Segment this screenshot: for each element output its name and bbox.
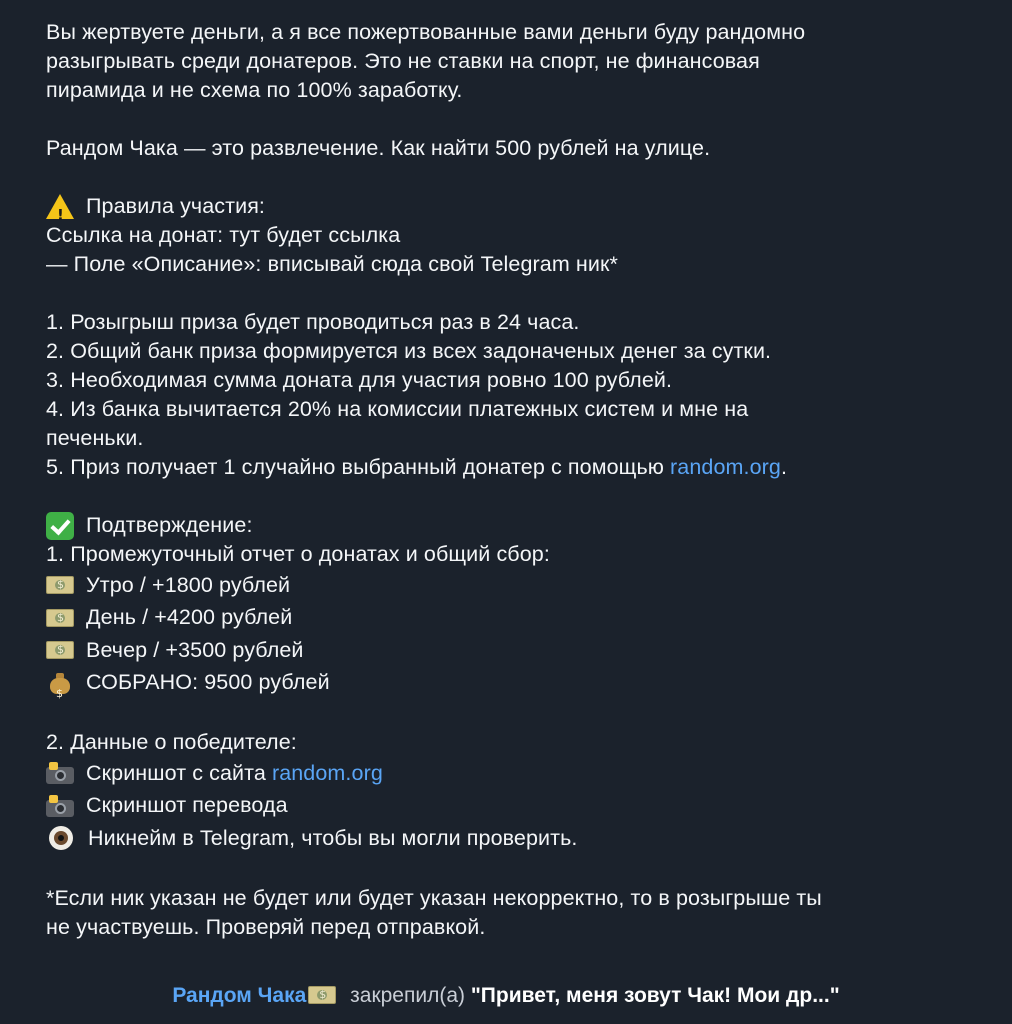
intro-line-3: пирамида и не схема по 100% заработку. <box>46 78 463 102</box>
random-org-link[interactable]: random.org <box>670 455 781 479</box>
report-item-morning <box>46 569 986 602</box>
banknote-icon <box>308 986 336 1004</box>
pinned-action: закрепил(а) <box>344 984 471 1007</box>
rule-item-1: 1. Розыгрыш приза будет проводиться раз в 24 часа. <box>46 310 580 334</box>
tagline: Рандом Чака — это развлечение. Как найти 500 рублей на улице. <box>46 136 711 160</box>
report-item-evening <box>46 634 986 667</box>
intro-line-2: разыгрывать среди донатеров. Это не ставки на спорт, не финансовая <box>46 49 760 73</box>
rule-item-5-suffix: . <box>781 455 788 479</box>
footnote-line-2: не участвуешь. Проверяй перед отправкой. <box>46 914 486 939</box>
winner-item-nickname <box>46 822 986 855</box>
footnote-line-1: *Если ник указан не будет или будет указан некорректно, то в розыгрыше ты <box>46 885 822 910</box>
report-item-day <box>46 602 986 635</box>
confirmation-heading-row <box>46 511 986 540</box>
rule-item-4: 4. Из банка вычитается 20% на комиссии платежных систем и мне на <box>46 397 749 421</box>
rule-item-4-cont: печеньки. <box>46 426 144 450</box>
check-icon <box>46 512 74 540</box>
confirmation-heading: Подтверждение: <box>86 513 253 537</box>
report-title: 1. Промежуточный отчет о донатах и общий сбор: <box>46 542 550 566</box>
description-line: — Поле «Описание»: вписывай сюда свой Telegram ник* <box>46 252 618 276</box>
intro-line-1: Вы жертвуете деньги, а я все пожертвованные вами деньги буду рандомно <box>46 20 806 44</box>
banknote-icon <box>46 641 74 659</box>
money-bag-icon: $ <box>48 672 72 694</box>
warning-icon: ! <box>46 194 74 220</box>
banknote-icon <box>46 609 74 627</box>
winner-item-site-text: Скриншот с сайта <box>86 760 266 785</box>
winner-title: 2. Данные о победителе: <box>46 730 297 754</box>
rule-item-5 <box>46 453 986 482</box>
camera-flash-icon <box>46 762 74 784</box>
winner-item-transfer-text: Скриншот перевода <box>86 793 288 818</box>
rules-heading: Правила участия: <box>86 194 266 218</box>
winner-item-site-screenshot <box>46 757 986 790</box>
banknote-icon <box>46 576 74 594</box>
rule-item-3: 3. Необходимая сумма доната для участия ровно 100 рублей. <box>46 368 673 392</box>
report-item-text: День / +4200 рублей <box>86 605 293 630</box>
rules-heading-row <box>46 192 986 224</box>
message-body <box>46 18 986 942</box>
report-item-text: Вечер / +3500 рублей <box>86 637 304 662</box>
random-org-link[interactable]: random.org <box>271 760 383 785</box>
report-total-text: СОБРАНО: 9500 рублей <box>86 670 330 695</box>
rule-item-2: 2. Общий банк приза формируется из всех задоначеных денег за сутки. <box>46 339 772 363</box>
winner-item-transfer-screenshot <box>46 790 986 823</box>
rule-item-5-text: 5. Приз получает 1 случайно выбранный донатер с помощью <box>46 455 671 479</box>
report-item-text: Утро / +1800 рублей <box>86 572 291 597</box>
winner-item-nickname-text: Никнейм в Telegram, чтобы вы могли проверить. <box>88 825 578 850</box>
pinned-message-banner[interactable] <box>0 978 1012 1014</box>
report-total <box>46 667 986 700</box>
pinned-quote[interactable]: "Привет, меня зовут Чак! Мои др..." <box>470 984 840 1007</box>
pinned-author[interactable]: Рандом Чака <box>172 984 307 1007</box>
donate-link-line: Ссылка на донат: тут будет ссылка <box>46 223 401 247</box>
camera-flash-icon <box>46 795 74 817</box>
eye-icon <box>48 825 74 851</box>
